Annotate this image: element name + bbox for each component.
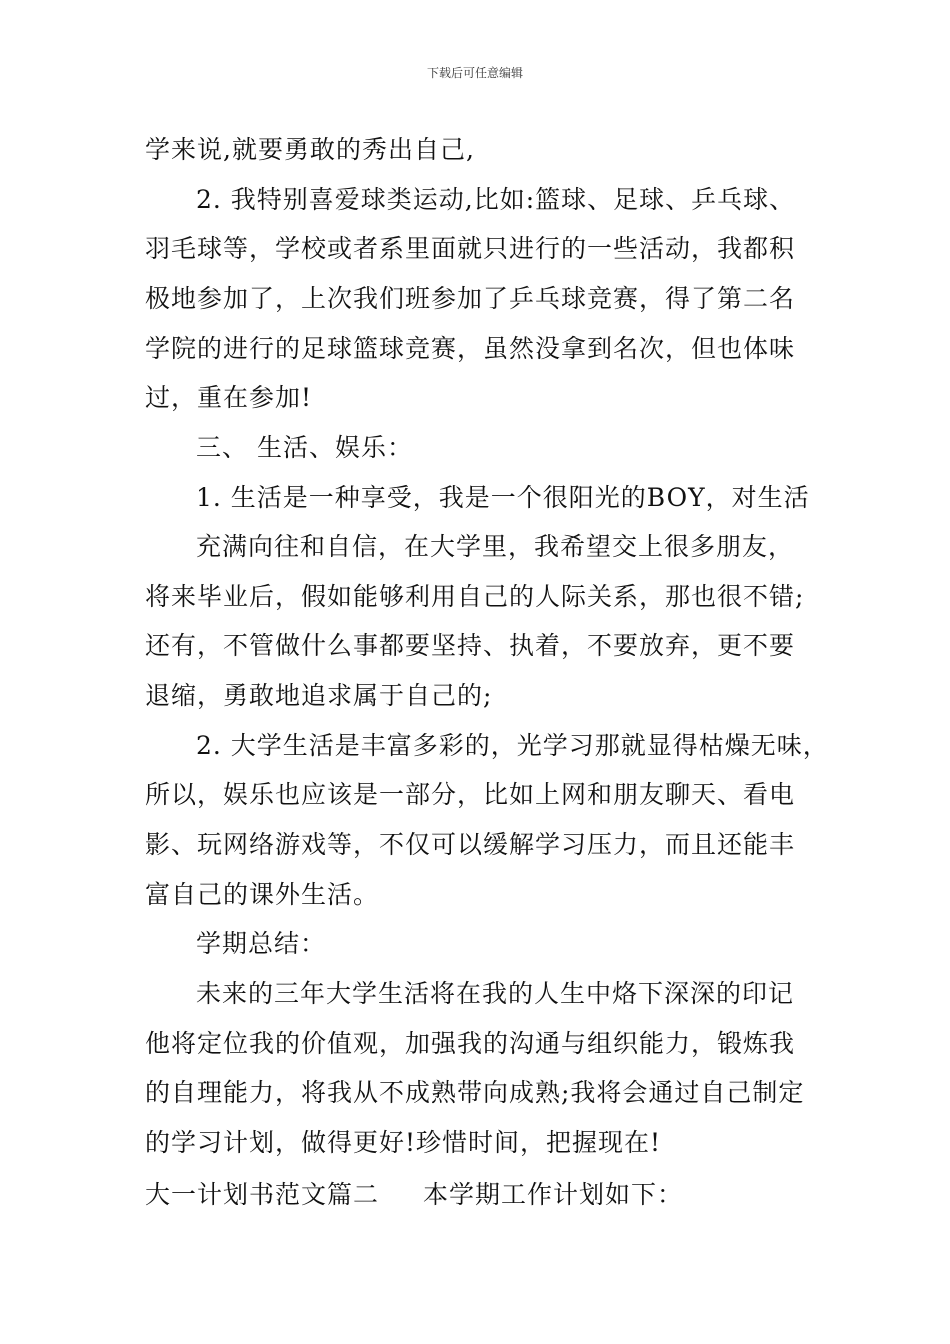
text-line: 2. 我特别喜爱球类运动,比如:篮球、足球、乒乓球、 bbox=[196, 185, 796, 214]
article-title: 大一计划书范文篇二 bbox=[145, 1180, 380, 1209]
text-line: 2. 大学生活是丰富多彩的，光学习那就显得枯燥无味， bbox=[196, 731, 829, 760]
text-line: 他将定位我的价值观，加强我的沟通与组织能力，锻炼我 bbox=[145, 1029, 796, 1058]
text-line: 过，重在参加! bbox=[145, 383, 313, 412]
article-title-row bbox=[145, 1180, 683, 1210]
text-line: 的学习计划，做得更好!珍惜时间，把握现在! bbox=[145, 1128, 662, 1157]
text-line: 影、玩网络游戏等，不仅可以缓解学习压力，而且还能丰 bbox=[145, 830, 796, 859]
text-line: 未来的三年大学生活将在我的人生中烙下深深的印记 bbox=[196, 979, 795, 1008]
text-line: 将来毕业后，假如能够利用自己的人际关系，那也很不错; bbox=[145, 582, 805, 611]
article-subtitle: 本学期工作计划如下： bbox=[423, 1180, 684, 1209]
text-line: 学院的进行的足球篮球竞赛，虽然没拿到名次，但也体味 bbox=[145, 334, 796, 363]
text-line: 1. 生活是一种享受，我是一个很阳光的BOY，对生活 bbox=[196, 483, 810, 512]
text-line: 羽毛球等，学校或者系里面就只进行的一些活动，我都积 bbox=[145, 234, 796, 263]
text-line: 极地参加了，上次我们班参加了乒乓球竞赛，得了第二名 bbox=[145, 284, 796, 313]
text-line: 富自己的课外生活。 bbox=[145, 880, 380, 909]
text-line: 所以，娱乐也应该是一部分，比如上网和朋友聊天、看电 bbox=[145, 780, 796, 809]
text-line: 退缩，勇敢地追求属于自己的; bbox=[145, 681, 493, 710]
page-header: 下载后可任意编辑 bbox=[426, 66, 523, 80]
text-line: 学来说,就要勇敢的秀出自己, bbox=[145, 135, 475, 164]
text-line: 的自理能力，将我从不成熟带向成熟;我将会通过自己制定 bbox=[145, 1078, 805, 1107]
text-line: 还有，不管做什么事都要坚持、执着，不要放弃，更不要 bbox=[145, 631, 796, 660]
section-heading: 学期总结： bbox=[196, 929, 327, 958]
section-heading: 三、 生活、娱乐： bbox=[196, 433, 413, 462]
text-line: 充满向往和自信，在大学里，我希望交上很多朋友， bbox=[196, 532, 795, 561]
